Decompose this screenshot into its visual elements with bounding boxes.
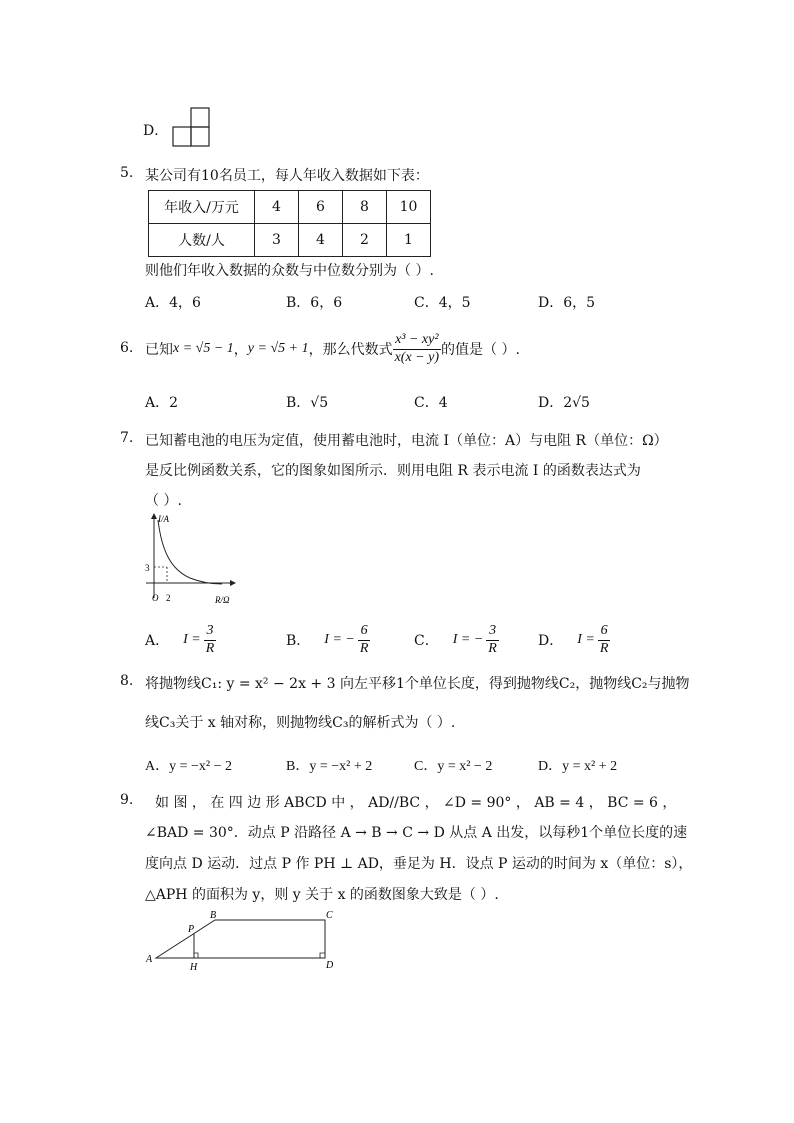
q7-option-c[interactable] — [414, 620, 499, 660]
x-tick-label: 2 — [166, 593, 171, 603]
table-cell: 6 — [299, 191, 343, 224]
q4-option-d[interactable] — [143, 120, 168, 140]
q5-option-b[interactable]: B．6，6 — [286, 295, 343, 311]
q6-option-a[interactable]: A．2 — [145, 395, 179, 411]
q6-number: 6. — [120, 340, 134, 356]
frac-den: R — [359, 640, 369, 656]
q8-line1: 将抛物线C₁: y = x² − 2x + 3 向左平移1个单位长度，得到抛物线C₂，抛物线C₂与抛物 — [145, 676, 690, 692]
y-axis-label: I/A — [158, 514, 169, 524]
option-lhs: I = — [577, 632, 595, 647]
q7-option-a[interactable] — [145, 620, 216, 660]
q7-option-b[interactable] — [286, 620, 370, 660]
table-cell: 3 — [255, 224, 299, 257]
q7-line1: 已知蓄电池的电压为定值，使用蓄电池时，电流 I（单位：A）与电阻 R（单位：Ω） — [145, 433, 668, 449]
q5-option-c[interactable]: C．4，5 — [414, 295, 471, 311]
q9-line3: 度向点 D 运动．过点 P 作 PH ⊥ AD，垂足为 H．设点 P 运动的时间为 x（单位：s）， — [145, 856, 693, 872]
table-row — [149, 191, 431, 224]
table-cell: 10 — [387, 191, 431, 224]
q5-number: 5. — [120, 165, 134, 181]
q6-y-expr: y = √5 + 1 — [247, 341, 309, 356]
frac-num: 3 — [486, 623, 499, 640]
option-lhs: I = — [183, 632, 201, 647]
q8-option-c[interactable]: C．y = x² − 2 — [414, 759, 493, 774]
x-axis-label: R/Ω — [215, 595, 230, 605]
origin-label: O — [152, 593, 159, 603]
label-p: P — [188, 924, 195, 935]
q8-option-a[interactable]: A．y = −x² − 2 — [145, 759, 232, 774]
q8-option-b[interactable]: B．y = −x² + 2 — [286, 759, 373, 774]
q8-line2: 线C₃关于 x 轴对称，则抛物线C₃的解析式为（ ）. — [145, 715, 456, 731]
option-label: B． — [286, 633, 311, 649]
q4-option-d-figure — [170, 105, 214, 149]
q6-option-d[interactable]: D．2√5 — [538, 395, 590, 411]
q9-line1: 如 图 ， 在 四 边 形 ABCD 中 ， AD//BC ， ∠D = 90° ， AB = 4 ， BC = 6 ， — [155, 795, 677, 811]
q6-stem — [145, 327, 520, 371]
frac-den: R — [205, 640, 215, 656]
q9-line4: △APH 的面积为 y，则 y 关于 x 的函数图象大致是（ ）. — [145, 887, 499, 903]
q6-option-b[interactable]: B．√5 — [286, 395, 329, 411]
frac-den: R — [599, 640, 609, 656]
q6-fraction — [393, 332, 441, 365]
q9-number: 9. — [120, 792, 134, 808]
option-fraction — [204, 623, 217, 656]
q7-graph — [140, 508, 240, 608]
q6-mid: ，那么代数式 — [308, 342, 393, 358]
q7-line3: （ ）. — [145, 493, 182, 509]
option-fraction — [486, 623, 499, 656]
q6-option-c[interactable]: C．4 — [414, 395, 448, 411]
q5-stem: 某公司有10名员工，每人年收入数据如下表： — [145, 168, 429, 184]
q7-line2: 是反比例函数关系，它的图象如图所示．则用电阻 R 表示电流 I 的函数表达式为 — [145, 463, 641, 479]
table-cell: 1 — [387, 224, 431, 257]
y-tick-label: 3 — [145, 563, 150, 573]
q6-frac-den: x(x − y) — [394, 349, 440, 365]
table-cell: 4 — [299, 224, 343, 257]
quadrilateral-abcd — [156, 920, 325, 958]
option-label: D． — [538, 633, 564, 649]
q5-question: 则他们年收入数据的众数与中位数分别为（ ）. — [145, 263, 434, 279]
label-c: C — [326, 910, 333, 921]
q4-option-d-label: D． — [143, 123, 169, 139]
q6-pre: 已知 — [145, 342, 173, 358]
q8-number: 8. — [120, 673, 134, 689]
frac-num: 3 — [204, 623, 217, 640]
frac-num: 6 — [598, 623, 611, 640]
table-row — [149, 224, 431, 257]
q8-option-d[interactable]: D．y = x² + 2 — [538, 759, 618, 774]
q9-quadrilateral-figure — [140, 908, 350, 974]
frac-den: R — [488, 640, 497, 656]
option-label: C． — [414, 633, 439, 649]
table-cell: 年收入/万元 — [149, 191, 255, 224]
q7-option-d[interactable] — [538, 620, 610, 660]
q6-post: 的值是（ ）. — [441, 342, 520, 358]
label-h: H — [190, 962, 198, 973]
q9-line2: ∠BAD = 30°．动点 P 沿路径 A → B → C → D 从点 A 出发，以每秒1个单位长度的速 — [145, 825, 688, 841]
q5-option-d[interactable]: D．6，5 — [538, 295, 596, 311]
table-cell: 人数/人 — [149, 224, 255, 257]
option-lhs: I = − — [324, 632, 355, 647]
q6-sep: ， — [233, 342, 248, 358]
label-d: D — [326, 960, 334, 971]
right-angle-d — [320, 953, 325, 958]
option-fraction — [358, 623, 371, 656]
option-label: A． — [145, 633, 170, 649]
option-fraction — [598, 623, 611, 656]
table-cell: 4 — [255, 191, 299, 224]
frac-num: 6 — [358, 623, 371, 640]
right-angle-h — [194, 953, 198, 958]
table-cell: 2 — [343, 224, 387, 257]
q6-frac-num: x³ − xy² — [393, 332, 441, 349]
q6-x-expr: x = √5 − 1 — [173, 341, 234, 356]
label-b: B — [210, 910, 217, 921]
option-lhs: I = − — [452, 632, 484, 647]
q5-income-table — [148, 190, 431, 257]
q7-number: 7. — [120, 430, 134, 446]
q5-option-a[interactable]: A．4，6 — [145, 295, 201, 311]
table-cell: 8 — [343, 191, 387, 224]
hyperbola-curve — [158, 520, 222, 584]
label-a: A — [146, 954, 153, 965]
